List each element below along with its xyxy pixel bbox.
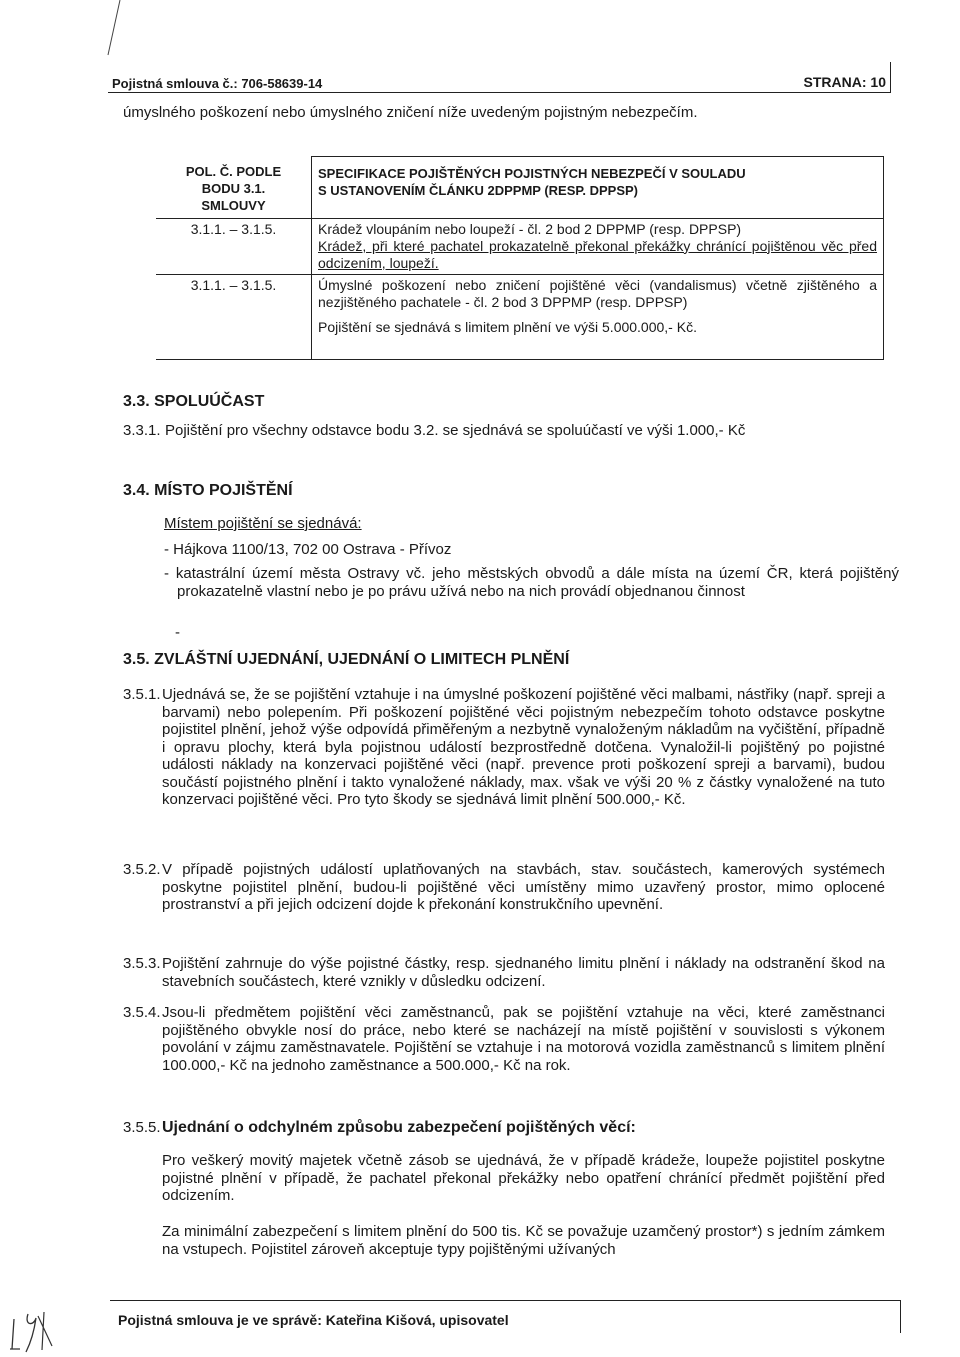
footer-text: Pojistná smlouva je ve správě: Kateřina Kišová, upisovatel (118, 1312, 509, 1328)
place-item: - Hájkova 1100/13, 702 00 Ostrava - Přívoz (164, 541, 452, 558)
col-spec-header (312, 157, 884, 219)
col-spec-header-line: SPECIFIKACE POJIŠTĚNÝCH POJISTNÝCH NEBEZPEČÍ V SOULADU (318, 166, 746, 181)
table-row (156, 218, 884, 274)
col-pol-header-line: POL. Č. PODLE (185, 163, 282, 179)
paragraph-text: Pojištění pro všechny odstavce bodu 3.2. se sjednává se spoluúčastí ve výši 1.000,- Kč (165, 422, 746, 439)
col-spec-header-line: S USTANOVENÍM ČLÁNKU 2DPPMP (RESP. DPPSP) (318, 183, 638, 198)
paragraph-text: Pojištění zahrnuje do výše pojistné částky, resp. sjednaného limitu plnění i náklady na odstranění škod na stavebních součástech, které vznikly v důsledku odcizení. (162, 955, 885, 990)
paragraph-3-5-4 (123, 1004, 885, 1074)
paragraph-number: 3.3.1. (123, 422, 161, 439)
paragraph-number: 3.5.2. (123, 861, 161, 878)
paragraph-3-5-3 (123, 955, 885, 990)
place-item: - katastrální území města Ostravy vč. jeho městských obvodů a dále místa na území ČR, která pojištěný prokazatelně vlastní nebo je po právu užívá nebo na nich provádí objednanou činnost (164, 565, 899, 600)
row-title: Úmyslné poškození nebo zničení pojištěné věci (vandalismus) včetně zjištěného a nezjištěného pachatele - čl. 2 bod 3 DPPMP (resp. DPPSP) (318, 276, 877, 310)
intro-text: úmyslného poškození nebo úmyslného zničení níže uvedeným pojistným nebezpečím. (123, 104, 698, 121)
row-pol: 3.1.1. – 3.1.5. (156, 274, 312, 359)
paragraph-heading: Ujednání o odchylném způsobu zabezpečení pojištěných věcí: (162, 1119, 636, 1136)
paragraph-number: 3.5.3. (123, 955, 161, 972)
row-title: Krádež vloupáním nebo loupeží - čl. 2 bod 2 DPPMP (resp. DPPSP) (318, 220, 742, 237)
paragraph-3-5-2 (123, 861, 885, 914)
place-subtitle: Místem pojištění se sjednává: (164, 515, 362, 532)
place-dash: - (175, 624, 180, 641)
paragraph-number: 3.5.4. (123, 1004, 161, 1021)
handwritten-initials (4, 1304, 64, 1354)
contract-number: Pojistná smlouva č.: 706-58639-14 (112, 76, 323, 91)
section-title-3-3: 3.3. SPOLUÚČAST (123, 393, 265, 410)
paragraph-text: Jsou-li předmětem pojištění věci zaměstnanců, pak se pojištění vztahuje na věci, které zaměstnanci pojištěného obvykle nosí do práce, nebo které se nacházejí na místě pojištění v souvislosti s výkonem povolání v zájmu zaměstnavatele. Pojištění se vztahuje i na motorová vozidla zaměstnanců s limitem plnění 100.000,- Kč na jednoho zaměstnance a 500.000,- Kč na rok. (162, 1004, 885, 1074)
row-spec (312, 218, 884, 274)
row-desc: Krádež, při které pachatel prokazatelně překonal překážky chránící pojištěnou věc před odcizením, loupeží. (318, 237, 877, 271)
row-pol: 3.1.1. – 3.1.5. (156, 218, 312, 274)
paragraph-3-3-1 (123, 422, 885, 440)
col-pol-header-line: SMLOUVY (201, 197, 266, 213)
row-spec (312, 274, 884, 359)
section-title-3-5: 3.5. ZVLÁŠTNÍ UJEDNÁNÍ, UJEDNÁNÍ O LIMITECH PLNĚNÍ (123, 651, 570, 668)
paragraph-3-5-5 (123, 1119, 885, 1137)
margin-pen-stroke (102, 0, 122, 70)
table-row (156, 274, 884, 359)
page-number: STRANA: 10 (803, 74, 886, 90)
paragraph-text: Za minimální zabezpečení s limitem plnění do 500 tis. Kč se považuje uzamčený prostor*) s jedním zámkem na vstupech. Pojistitel zároveň akceptuje typy pojištěnými užívaných (162, 1223, 885, 1258)
paragraph-text: Ujednává se, že se pojištění vztahuje i na úmyslné poškození pojištěné věci malbami, nástřiky (např. spreji a barvami) nebo polepením. Při poškození pojištěné věci pojistným nebezpečím tohoto odstavce poskytne pojistitel plnění, jehož výše odpovídá přiměřeným a nezbytně vynaloženým nákladům na vyčištění, případně i opravu plochy, která byla pojistnou událostí bezprostředně dotčena. Vynaložil-li pojištěný po pojistné události náklady na konzervaci pojištěné věci (např. prevence proti poškození spreji a barvami), budou součástí pojistného plnění i takto vynaložené náklady, max. však ve výši 20 % z částky vynaložené na tuto konzervaci pojištěné věci. Pro tyto škody se sjednává limit plnění 500.000,- Kč. (162, 686, 885, 808)
paragraph-3-5-1 (123, 686, 885, 809)
paragraph-number: 3.5.1. (123, 686, 161, 703)
col-pol-header (156, 157, 312, 219)
paragraph-text: Pro veškerý movitý majetek včetně zásob se ujednává, že v případě krádeže, loupeže pojistitel poskytne pojistné plnění v případě, že pachatel překonal překážky nebo opatření chránící předmět pojištění před odcizením. (162, 1152, 885, 1204)
col-pol-header-line: BODU 3.1. (201, 180, 266, 196)
paragraph-text: V případě pojistných událostí uplatňovaných na stavbách, stav. součástech, kamerových systémech poskytne pojistitel plnění, budou-li pojištěné věci umístěny mimo uzavřený prostor, mimo oplocené prostranství a při jejich odcizení dojde k překonání konstrukčního upevnění. (162, 861, 885, 913)
section-title-3-4: 3.4. MÍSTO POJIŠTĚNÍ (123, 482, 293, 499)
row-desc: Pojištění se sjednává s limitem plnění ve výši 5.000.000,- Kč. (318, 318, 697, 335)
specification-table (156, 156, 884, 360)
table-header-row (156, 157, 884, 219)
paragraph-number: 3.5.5. (123, 1119, 161, 1136)
